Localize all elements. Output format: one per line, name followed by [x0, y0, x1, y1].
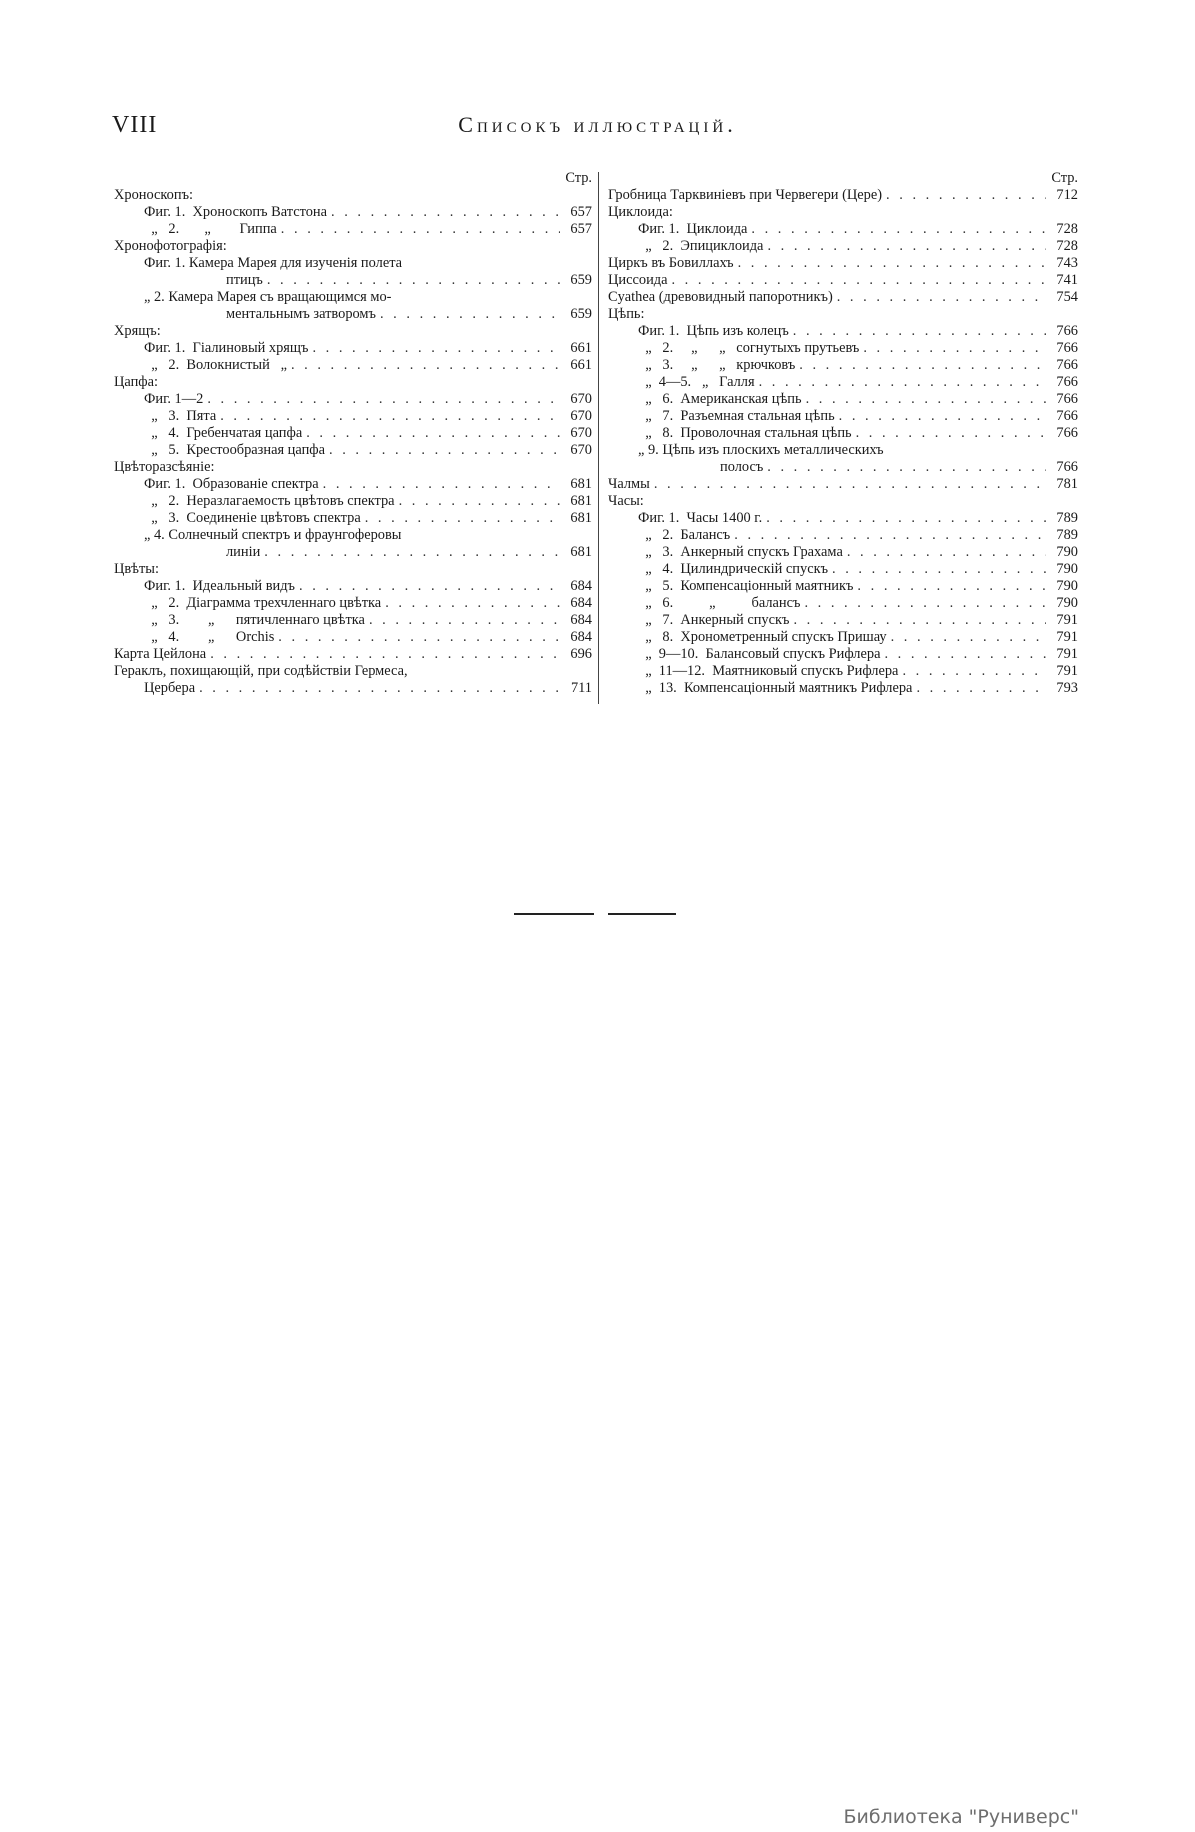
toc-entry — [114, 544, 592, 561]
toc-entry — [114, 272, 592, 289]
entry-page-number: 728 — [1056, 238, 1078, 254]
dot-leader — [839, 408, 1046, 425]
entry-title: Гробница Тарквиніевъ при Червегери (Цере) — [608, 187, 883, 203]
entry-page-number: 741 — [1056, 272, 1078, 288]
toc-entry — [114, 442, 592, 459]
toc-entry — [114, 510, 592, 527]
dot-leader — [857, 578, 1046, 595]
entry-title: „ 2. Волокнистый „ — [144, 357, 287, 373]
toc-entry — [608, 595, 1078, 612]
entry-page-number: 659 — [570, 272, 592, 288]
section-heading: Хрящъ: — [114, 323, 161, 339]
entry-title: „ 13. Компенсаціонный маятникъ Рифлера — [638, 680, 913, 696]
closing-rule-right — [608, 913, 676, 915]
entry-title: „ 5. Компенсаціонный маятникъ — [638, 578, 854, 594]
entry-title: Cyathea (древовидный папоротникъ) — [608, 289, 833, 305]
page-column-heading: Стр. — [1051, 170, 1078, 186]
dot-leader — [323, 476, 560, 493]
entry-page-number: 766 — [1056, 357, 1078, 373]
entry-page-number: 791 — [1056, 663, 1078, 679]
entry-title: Карта Цейлона — [114, 646, 207, 662]
toc-entry — [608, 272, 1078, 289]
entry-title: „ 6. „ балансъ — [638, 595, 801, 611]
entry-page-number: 670 — [570, 391, 592, 407]
entry-title: „ 3. Соединеніе цвѣтовъ спектра — [144, 510, 361, 526]
dot-leader — [331, 204, 560, 221]
dot-leader — [766, 510, 1046, 527]
entry-page-number: 766 — [1056, 459, 1078, 475]
entry-title: птицъ — [226, 272, 263, 288]
dot-leader — [199, 680, 560, 697]
entry-page-number: 684 — [570, 612, 592, 628]
dot-leader — [884, 646, 1046, 663]
dot-leader — [306, 425, 560, 442]
entry-page-number: 791 — [1056, 646, 1078, 662]
entry-title: „ 2. „ Гиппа — [144, 221, 277, 237]
dot-leader — [291, 357, 560, 374]
dot-leader — [799, 357, 1046, 374]
dot-leader — [832, 561, 1046, 578]
dot-leader — [299, 578, 560, 595]
section-heading: Цапфа: — [114, 374, 159, 390]
section-heading: Часы: — [608, 493, 644, 509]
toc-entry — [608, 646, 1078, 663]
entry-page-number: 791 — [1056, 629, 1078, 645]
entry-page-number: 661 — [570, 340, 592, 356]
entry-page-number: 670 — [570, 442, 592, 458]
entry-title: „ 4. „ Orchis — [144, 629, 275, 645]
entry-page-number: 681 — [570, 476, 592, 492]
toc-entry — [114, 578, 592, 595]
toc-entry — [608, 374, 1078, 391]
section-heading: Цвѣты: — [114, 561, 159, 577]
entry-title: „ 4—5. „ Галля — [638, 374, 755, 390]
dot-leader — [671, 272, 1046, 289]
dot-leader — [399, 493, 560, 510]
toc-entry — [608, 663, 1078, 680]
entry-title: „ 4. Солнечный спектръ и фраунгоферовы — [144, 527, 402, 543]
dot-leader — [856, 425, 1046, 442]
page-column-heading: Стр. — [565, 170, 592, 186]
entry-page-number: 661 — [570, 357, 592, 373]
entry-page-number: 681 — [570, 544, 592, 560]
entry-page-number: 790 — [1056, 578, 1078, 594]
toc-entry — [114, 493, 592, 510]
entry-title: „ 9. Цѣпь изъ плоскихъ металлическихъ — [638, 442, 884, 458]
dot-leader — [751, 221, 1046, 238]
toc-entry — [114, 340, 592, 357]
entry-text-line — [608, 442, 1078, 459]
entry-page-number: 793 — [1056, 680, 1078, 696]
page-number: VIII — [112, 112, 158, 138]
dot-leader — [734, 527, 1046, 544]
entry-title: „ 3. Анкерный спускъ Грахама — [638, 544, 843, 560]
toc-entry — [608, 340, 1078, 357]
entry-title: „ 4. Гребенчатая цапфа — [144, 425, 303, 441]
entry-title: „ 2. Неразлагаемость цвѣтовъ спектра — [144, 493, 395, 509]
entry-page-number: 684 — [570, 629, 592, 645]
toc-entry — [608, 238, 1078, 255]
dot-leader — [886, 187, 1046, 204]
column-divider — [598, 172, 599, 704]
toc-entry — [608, 408, 1078, 425]
entry-page-number: 681 — [570, 510, 592, 526]
entry-page-number: 790 — [1056, 561, 1078, 577]
entry-page-number: 728 — [1056, 221, 1078, 237]
dot-leader — [210, 646, 560, 663]
entry-title: Фиг. 1. Идеальный видъ — [144, 578, 295, 594]
entry-title: линіи — [226, 544, 261, 560]
dot-leader — [264, 544, 560, 561]
toc-entry — [114, 204, 592, 221]
entry-title: Фиг. 1. Образованіе спектра — [144, 476, 319, 492]
dot-leader — [329, 442, 560, 459]
toc-entry — [608, 527, 1078, 544]
entry-page-number: 766 — [1056, 425, 1078, 441]
entry-page-number: 681 — [570, 493, 592, 509]
toc-entry — [114, 425, 592, 442]
entry-page-number: 790 — [1056, 595, 1078, 611]
dot-leader — [804, 595, 1046, 612]
entry-title: Фиг. 1. Камера Марея для изученія полета — [144, 255, 403, 271]
left-column — [114, 170, 592, 697]
toc-entry — [114, 646, 592, 663]
toc-entry — [608, 629, 1078, 646]
entry-page-number: 766 — [1056, 391, 1078, 407]
entry-page-number: 743 — [1056, 255, 1078, 271]
entry-page-number: 790 — [1056, 544, 1078, 560]
entry-title: Чалмы — [608, 476, 650, 492]
dot-leader — [902, 663, 1046, 680]
dot-leader — [207, 391, 560, 408]
entry-page-number: 766 — [1056, 323, 1078, 339]
toc-entry — [608, 680, 1078, 697]
entry-title: Циссоида — [608, 272, 668, 288]
entry-title: „ 2. Діаграмма трехчленнаго цвѣтка — [144, 595, 382, 611]
dot-leader — [767, 238, 1046, 255]
toc-entry — [114, 595, 592, 612]
entry-title: „ 3. Пята — [144, 408, 217, 424]
toc-entry — [608, 323, 1078, 340]
entry-page-number: 791 — [1056, 612, 1078, 628]
toc-entry — [114, 612, 592, 629]
toc-entry — [114, 306, 592, 323]
dot-leader — [759, 374, 1046, 391]
dot-leader — [281, 221, 560, 238]
entry-title: „ 11—12. Маятниковый спускъ Рифлера — [638, 663, 899, 679]
dot-leader — [365, 510, 560, 527]
entry-text-line — [114, 663, 592, 680]
entry-title: „ 3. „ пятичленнаго цвѣтка — [144, 612, 365, 628]
toc-entry — [114, 680, 592, 697]
entry-title: Цербера — [144, 680, 196, 696]
entry-title: полосъ — [720, 459, 764, 475]
section-heading: Цвѣторазсѣяніе: — [114, 459, 215, 475]
entry-page-number: 789 — [1056, 510, 1078, 526]
section-heading: Хронофотографія: — [114, 238, 227, 254]
toc-entry — [608, 459, 1078, 476]
toc-entry — [608, 357, 1078, 374]
dot-leader — [654, 476, 1046, 493]
entry-page-number: 696 — [570, 646, 592, 662]
entry-title: Фиг. 1. Циклоида — [638, 221, 748, 237]
dot-leader — [220, 408, 560, 425]
dot-leader — [278, 629, 560, 646]
dot-leader — [767, 459, 1046, 476]
dot-leader — [793, 612, 1046, 629]
right-column — [608, 170, 1078, 697]
toc-entry — [608, 578, 1078, 595]
entry-title: Фиг. 1—2 — [144, 391, 204, 407]
entry-page-number: 657 — [570, 221, 592, 237]
entry-title: „ 2. Камера Марея съ вращающимся мо- — [144, 289, 392, 305]
dot-leader — [312, 340, 560, 357]
dot-leader — [369, 612, 560, 629]
toc-entry — [608, 425, 1078, 442]
entry-page-number: 789 — [1056, 527, 1078, 543]
entry-title: „ 3. „ „ крючковъ — [638, 357, 796, 373]
entry-title: „ 2. Балансъ — [638, 527, 731, 543]
entry-title: Циркъ въ Бовиллахъ — [608, 255, 734, 271]
entry-title: „ 6. Американская цѣпь — [638, 391, 802, 407]
toc-entry — [608, 544, 1078, 561]
section-heading: Циклоида: — [608, 204, 673, 220]
entry-page-number: 657 — [570, 204, 592, 220]
toc-entry — [114, 391, 592, 408]
dot-leader — [891, 629, 1046, 646]
dot-leader — [380, 306, 560, 323]
entry-title: Гераклъ, похищающій, при содѣйствіи Гермеса, — [114, 663, 408, 679]
dot-leader — [385, 595, 560, 612]
dot-leader — [916, 680, 1046, 697]
entry-text-line — [114, 255, 592, 272]
toc-entry — [114, 357, 592, 374]
entry-page-number: 766 — [1056, 340, 1078, 356]
toc-entry — [608, 187, 1078, 204]
dot-leader — [837, 289, 1046, 306]
toc-entry — [114, 629, 592, 646]
entry-text-line — [114, 289, 592, 306]
toc-entry — [608, 561, 1078, 578]
toc-entry — [608, 510, 1078, 527]
toc-entry — [114, 408, 592, 425]
dot-leader — [267, 272, 560, 289]
toc-entry — [608, 221, 1078, 238]
toc-entry — [608, 476, 1078, 493]
entry-title: Фиг. 1. Гіалиновый хрящъ — [144, 340, 309, 356]
entry-page-number: 754 — [1056, 289, 1078, 305]
entry-page-number: 781 — [1056, 476, 1078, 492]
dot-leader — [863, 340, 1046, 357]
entry-title: Фиг. 1. Цѣпь изъ колецъ — [638, 323, 789, 339]
entry-page-number: 670 — [570, 425, 592, 441]
entry-title: „ 4. Цилиндрическій спускъ — [638, 561, 829, 577]
entry-title: „ 8. Хронометренный спускъ Пришау — [638, 629, 887, 645]
entry-title: Фиг. 1. Хроноскопъ Ватстона — [144, 204, 328, 220]
entry-title: „ 2. „ „ согнутыхъ прутьевъ — [638, 340, 860, 356]
entry-page-number: 712 — [1056, 187, 1078, 203]
entry-text-line — [114, 527, 592, 544]
toc-entry — [608, 612, 1078, 629]
entry-page-number: 684 — [570, 595, 592, 611]
section-heading: Хроноскопъ: — [114, 187, 194, 203]
entry-title: „ 9—10. Балансовый спускъ Рифлера — [638, 646, 881, 662]
entry-title: „ 8. Проволочная стальная цѣпь — [638, 425, 852, 441]
toc-entry — [608, 391, 1078, 408]
toc-entry — [114, 221, 592, 238]
entry-title: Фиг. 1. Часы 1400 г. — [638, 510, 763, 526]
closing-rule-left — [514, 913, 594, 915]
library-watermark: Библиотека "Руниверс" — [843, 1806, 1079, 1828]
dot-leader — [847, 544, 1046, 561]
entry-page-number: 766 — [1056, 408, 1078, 424]
entry-title: „ 2. Эпициклоида — [638, 238, 764, 254]
entry-page-number: 670 — [570, 408, 592, 424]
toc-entry — [114, 476, 592, 493]
section-heading: Цѣпь: — [608, 306, 645, 322]
entry-page-number: 711 — [570, 680, 592, 696]
entry-title: „ 5. Крестообразная цапфа — [144, 442, 325, 458]
toc-entry — [608, 255, 1078, 272]
entry-page-number: 684 — [570, 578, 592, 594]
toc-entry — [608, 289, 1078, 306]
entry-title: „ 7. Анкерный спускъ — [638, 612, 790, 628]
entry-page-number: 659 — [570, 306, 592, 322]
dot-leader — [738, 255, 1046, 272]
page-title: Списокъ иллюстрацій. — [458, 112, 737, 137]
dot-leader — [806, 391, 1046, 408]
entry-page-number: 766 — [1056, 374, 1078, 390]
entry-title: ментальнымъ затворомъ — [226, 306, 376, 322]
entry-title: „ 7. Разъемная стальная цѣпь — [638, 408, 835, 424]
dot-leader — [793, 323, 1046, 340]
